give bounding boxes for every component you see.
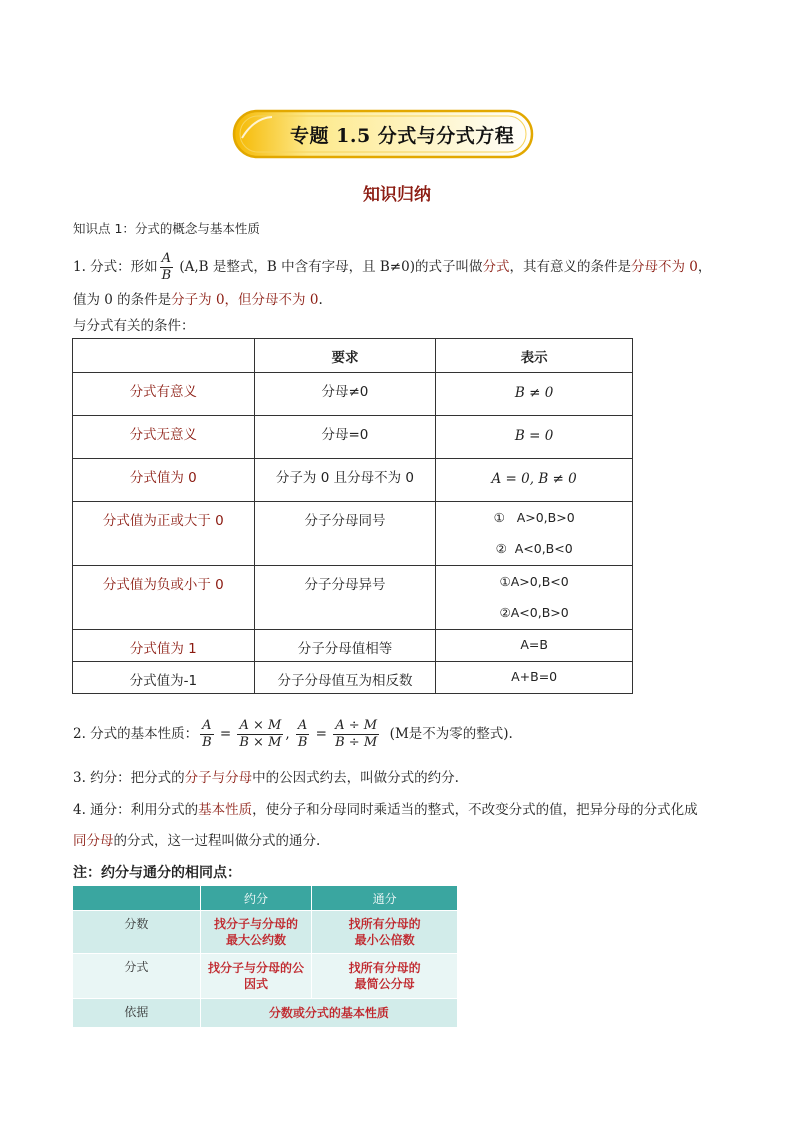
row-requirement: 分子分母异号 <box>254 566 436 630</box>
compare-cell <box>200 954 312 999</box>
property-line: 2. 分式的基本性质： $\frac{A}{B}$ = $\frac{A \times M}{B \times M}$ , $\frac{A}{B}$ = $\frac{A \div M}{B \div M}$ (M是不为零的整式). <box>73 718 513 750</box>
reduce-line <box>73 766 459 786</box>
compare-header-row <box>73 886 458 911</box>
cell-line: 找所有分母的 <box>348 917 421 931</box>
frac-num: A <box>202 718 212 733</box>
cell-line: 找分子与分母的 <box>214 917 299 931</box>
common-text-3: 的分式，这一过程叫做分式的通分. <box>113 833 321 849</box>
frac-a-over-b-2 <box>296 718 309 751</box>
cell-line: 因式 <box>244 977 269 991</box>
def-line2-text-1: 值为 0 的条件是 <box>73 292 172 308</box>
conditions-header-row <box>73 339 633 373</box>
banner-title: 专题 1.5 分式与分式方程 <box>290 125 515 147</box>
row-representation: A = 0, B ≠ 0 <box>436 459 633 502</box>
rep-option-1: ① A>0,B>0 <box>493 510 575 525</box>
row-representation: A+B=0 <box>436 662 633 694</box>
row-requirement: 分子分母值互为相反数 <box>254 662 436 694</box>
frac-a-over-b <box>200 718 213 751</box>
frac-am-over-bm <box>237 718 283 751</box>
def-frac-num: A <box>161 251 172 266</box>
row-representation <box>436 502 633 566</box>
frac-den: B × M <box>239 735 282 750</box>
header-cell-representation: 表示 <box>436 339 633 373</box>
compare-header-reduce: 约分 <box>200 886 312 911</box>
def-text-2: (A,B 是整式，B 中含有字母，且 B≠0)的式子叫做 <box>175 259 483 275</box>
def-frac-den: B <box>161 268 172 283</box>
def-cond-zero: 分子为 0，但分母不为 0 <box>171 292 319 308</box>
compare-cell <box>312 954 458 999</box>
kp1-heading: 知识点 1：分式的概念与基本性质 <box>73 221 260 236</box>
header-cell-requirement: 要求 <box>254 339 436 373</box>
reduce-text-1: 3. 约分：把分式的 <box>73 770 185 786</box>
row-label: 分式有意义 <box>73 373 255 416</box>
table-row <box>73 954 458 999</box>
common-text-1: 4. 通分：利用分式的 <box>73 802 199 818</box>
cell-line: 最简公分母 <box>354 977 415 991</box>
reduce-text-2: 中的公因式约去，叫做分式的约分. <box>252 770 459 786</box>
frac-den: B <box>202 735 212 750</box>
compare-basis-value: 分数或分式的基本性质 <box>200 999 457 1028</box>
def-text-4: ， <box>697 259 712 275</box>
def-text-1: 1. 分式：形如 <box>73 259 158 275</box>
frac-num: A ÷ M <box>335 718 378 733</box>
frac-ad-over-bd <box>333 718 379 751</box>
cell-line: 最小公倍数 <box>354 933 415 947</box>
definition-line-1 <box>73 251 711 284</box>
def-text-3: ，其有意义的条件是 <box>509 259 631 275</box>
common-term-1: 基本性质 <box>198 802 253 818</box>
compare-cell <box>312 911 458 954</box>
row-label: 分式值为-1 <box>73 662 255 694</box>
def-cond-meaningful: 分母不为 0 <box>630 259 698 275</box>
row-requirement: 分母=0 <box>254 416 436 459</box>
row-representation: B = 0 <box>436 416 633 459</box>
rep-option-1: ①A>0,B<0 <box>499 574 569 589</box>
common-text-2: ，使分子和分母同时乘适当的整式，不改变分式的值，把异分母的分式化成 <box>252 802 698 818</box>
compare-row-label: 依据 <box>73 999 201 1028</box>
row-representation <box>436 566 633 630</box>
frac-num: A <box>297 718 308 733</box>
cell-line: 最大公约数 <box>226 933 287 947</box>
table-row <box>73 416 633 459</box>
compare-header-empty <box>73 886 201 911</box>
compare-header-common: 通分 <box>312 886 458 911</box>
section-title: 知识归纳 <box>363 185 431 205</box>
common-term-2: 同分母 <box>73 833 114 849</box>
row-requirement: 分子分母值相等 <box>254 630 436 662</box>
common-line-1 <box>73 798 698 818</box>
conditions-table <box>72 338 633 694</box>
row-requirement: 分母≠0 <box>254 373 436 416</box>
frac-num: A × M <box>239 718 282 733</box>
table-row <box>73 999 458 1028</box>
frac-den: B <box>297 735 308 750</box>
common-line-2 <box>73 829 320 849</box>
row-label: 分式值为正或大于 0 <box>73 502 255 566</box>
frac-den: B ÷ M <box>335 735 378 750</box>
table-row <box>73 566 633 630</box>
cell-line: 找所有分母的 <box>348 961 421 975</box>
table-row <box>73 630 633 662</box>
row-label: 分式无意义 <box>73 416 255 459</box>
header-cell-empty <box>73 339 255 373</box>
title-banner <box>232 108 534 160</box>
row-requirement: 分子分母同号 <box>254 502 436 566</box>
property-note: (M是不为零的整式). <box>389 726 513 742</box>
conditions-intro: 与分式有关的条件： <box>73 318 195 334</box>
definition-line-2 <box>73 288 323 308</box>
compare-cell <box>200 911 312 954</box>
table-row <box>73 502 633 566</box>
row-representation: B ≠ 0 <box>436 373 633 416</box>
property-label: 2. 分式的基本性质： <box>73 726 199 742</box>
row-label: 分式值为 1 <box>73 630 255 662</box>
table-row <box>73 373 633 416</box>
cell-line: 找分子与分母的公 <box>208 961 305 975</box>
rep-option-2: ② A<0,B<0 <box>495 541 573 556</box>
row-requirement: 分子为 0 且分母不为 0 <box>254 459 436 502</box>
compare-row-label: 分数 <box>73 911 201 954</box>
rep-option-2: ②A<0,B>0 <box>499 605 569 620</box>
compare-table <box>72 885 458 1028</box>
row-label: 分式值为负或小于 0 <box>73 566 255 630</box>
row-label: 分式值为 0 <box>73 459 255 502</box>
row-representation: A=B <box>436 630 633 662</box>
table-row <box>73 459 633 502</box>
table-row <box>73 662 633 694</box>
compare-row-label: 分式 <box>73 954 201 999</box>
def-line2-text-2: . <box>318 292 323 308</box>
table-row <box>73 911 458 954</box>
reduce-term: 分子与分母 <box>184 770 253 786</box>
def-term: 分式 <box>482 259 510 275</box>
note-title: 注：约分与通分的相同点： <box>73 865 241 881</box>
def-fraction <box>160 251 173 284</box>
